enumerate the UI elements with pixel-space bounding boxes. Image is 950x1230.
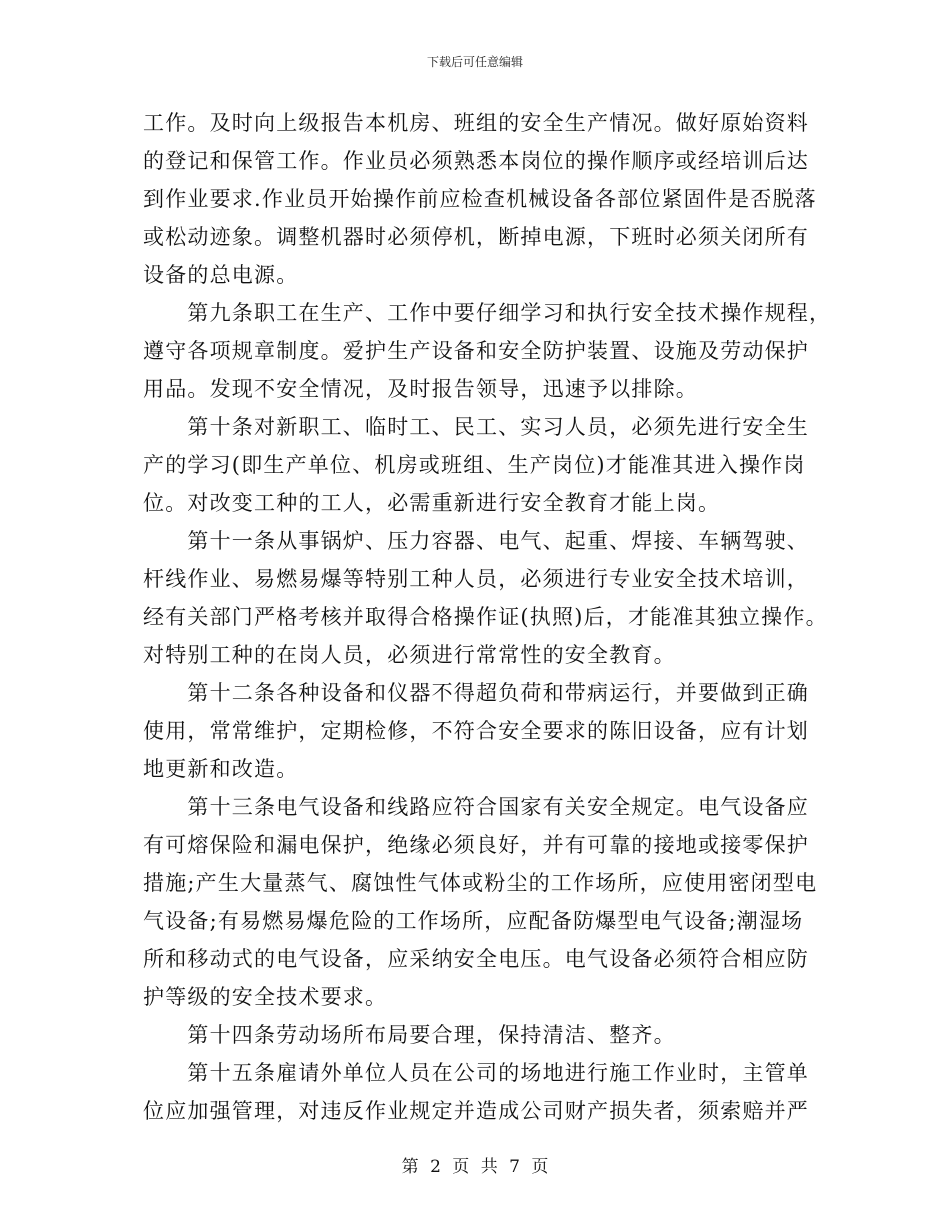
text-line: 对特别工种的在岗人员，必须进行常常性的安全教育。 [143, 643, 676, 667]
text-line: 第十一条从事锅炉、压力容器、电气、起重、焊接、车辆驾驶、 [143, 529, 809, 553]
text-line: 的登记和保管工作。作业员必须熟悉本岗位的操作顺序或经培训后达 [143, 149, 809, 173]
text-line: 第十条对新职工、临时工、民工、实习人员，必须先进行安全生 [143, 415, 809, 439]
text-line: 护等级的安全技术要求。 [143, 985, 388, 1009]
page-header: 下载后可任意编辑 [426, 55, 523, 69]
text-line: 第十三条电气设备和线路应符合国家有关安全规定。电气设备应 [143, 795, 809, 819]
page-footer: 第 2 页 共 7 页 [401, 1157, 549, 1177]
text-line: 或松动迹象。调整机器时必须停机，断掉电源，下班时必须关闭所有 [143, 225, 809, 249]
text-line: 遵守各项规章制度。爱护生产设备和安全防护装置、设施及劳动保护 [143, 339, 809, 363]
text-line: 使用，常常维护，定期检修，不符合安全要求的陈旧设备，应有计划 [143, 719, 809, 743]
text-line: 有可熔保险和漏电保护，绝缘必须良好，并有可靠的接地或接零保护 [143, 833, 809, 857]
text-line: 位。对改变工种的工人，必需重新进行安全教育才能上岗。 [143, 491, 721, 515]
text-line: 杆线作业、易燃易爆等特别工种人员，必须进行专业安全技术培训， [143, 567, 809, 591]
text-line: 设备的总电源。 [143, 263, 299, 287]
text-line: 第九条职工在生产、工作中要仔细学习和执行安全技术操作规程， [143, 301, 832, 325]
text-line: 第十四条劳动场所布局要合理，保持清洁、整齐。 [143, 1023, 676, 1047]
text-line: 地更新和改造。 [143, 757, 299, 781]
text-line: 工作。及时向上级报告本机房、班组的安全生产情况。做好原始资料 [143, 111, 809, 135]
text-line: 到作业要求.作业员开始操作前应检查机械设备各部位紧固件是否脱落 [143, 187, 817, 211]
text-line: 经有关部门严格考核并取得合格操作证(执照)后，才能准其独立操作。 [143, 605, 828, 629]
text-line: 产的学习(即生产单位、机房或班组、生产岗位)才能准其进入操作岗 [143, 453, 806, 477]
text-line: 措施;产生大量蒸气、腐蚀性气体或粉尘的工作场所，应使用密闭型电 [143, 871, 818, 895]
text-line: 气设备;有易燃易爆危险的工作场所，应配备防爆型电气设备;潮湿场 [143, 909, 804, 933]
text-line: 用品。发现不安全情况，及时报告领导，迅速予以排除。 [143, 377, 698, 401]
text-line: 第十五条雇请外单位人员在公司的场地进行施工作业时，主管单 [143, 1061, 809, 1085]
document-body [143, 104, 832, 1130]
text-line: 位应加强管理，对违反作业规定并造成公司财产损失者，须索赔并严 [143, 1099, 809, 1123]
text-line: 第十二条各种设备和仪器不得超负荷和带病运行，并要做到正确 [143, 681, 809, 705]
text-line: 所和移动式的电气设备，应采纳安全电压。电气设备必须符合相应防 [143, 947, 809, 971]
